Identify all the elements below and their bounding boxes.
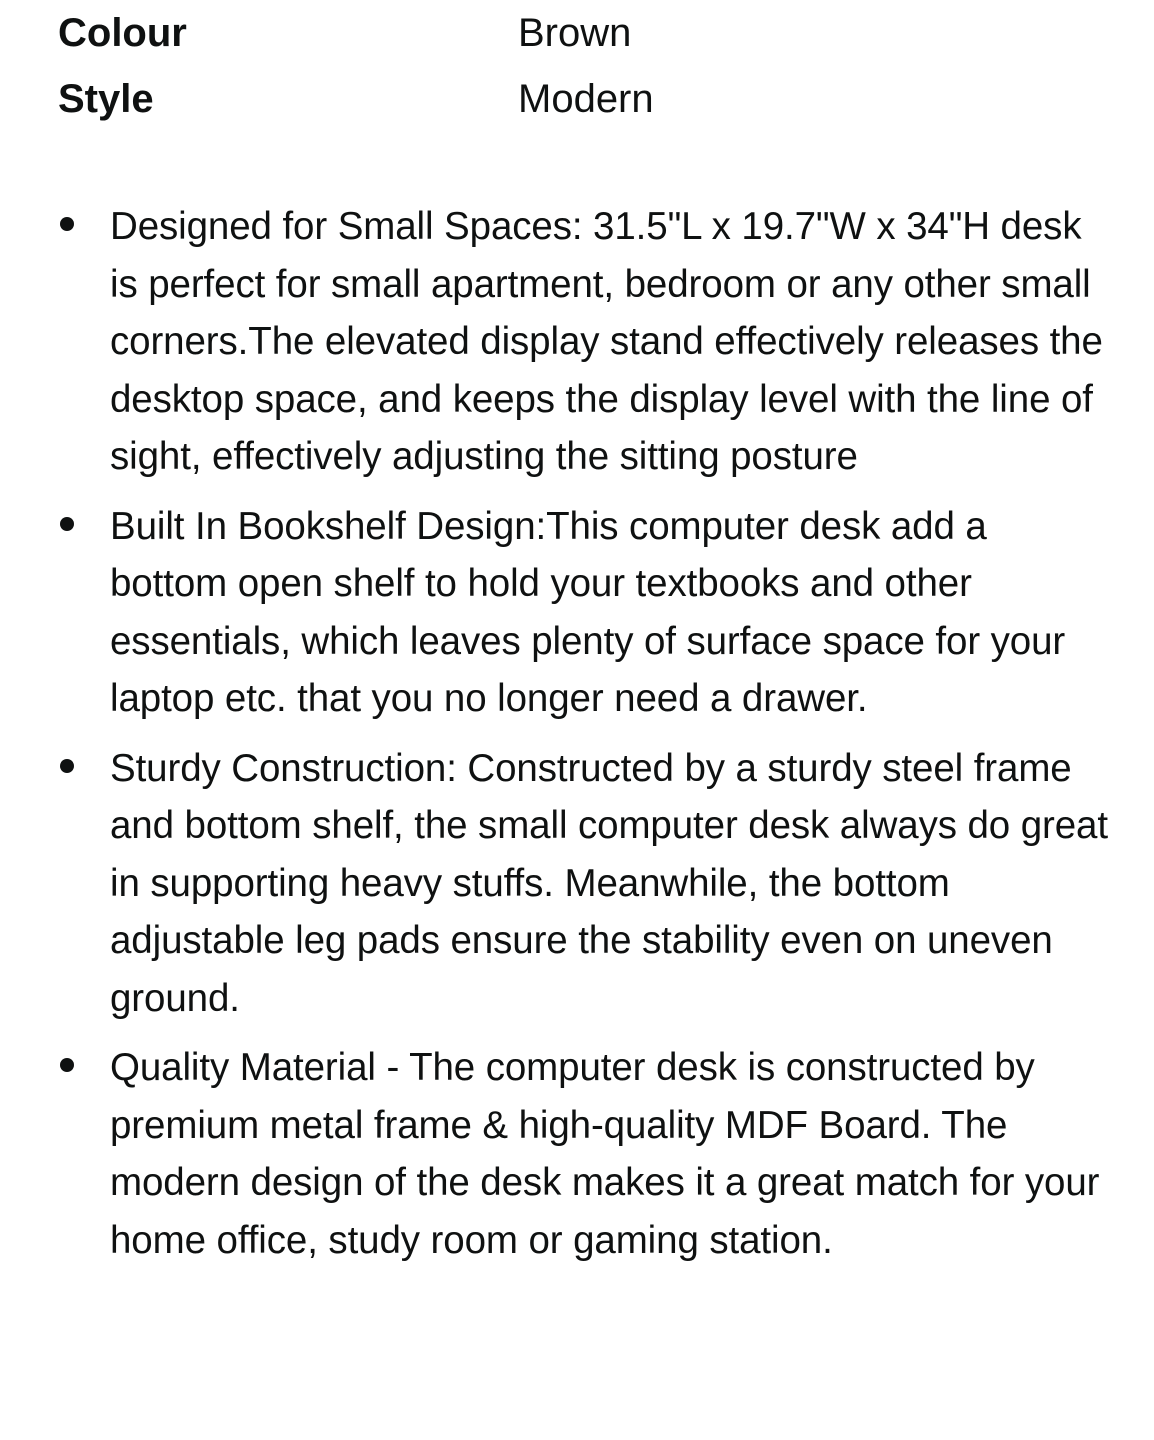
bullet-dot-icon bbox=[58, 198, 110, 256]
feature-bullet-text: Sturdy Construction: Constructed by a sturdy steel frame and bottom shelf, the small computer desk always do great in supporting heavy stuffs. Meanwhile, the bottom adjustable leg pads ensure the stability even on uneven ground. bbox=[110, 746, 1108, 1020]
spec-table bbox=[58, 0, 1114, 158]
feature-bullet bbox=[58, 198, 1114, 486]
feature-bullet bbox=[58, 740, 1114, 1028]
bullet-dot-icon bbox=[58, 740, 110, 798]
spec-row-colour bbox=[58, 0, 1114, 66]
bullet-dot-icon bbox=[58, 498, 110, 556]
feature-bullet-text: Designed for Small Spaces: 31.5"L x 19.7"W x 34"H desk is perfect for small apartment, bedroom or any other small corners.The elevated display stand effectively releases the desktop space, and keeps the display level with the line of sight, effectively adjusting the sitting posture bbox=[110, 205, 1103, 478]
spec-value-style: Modern bbox=[518, 77, 654, 121]
spec-label-style: Style bbox=[58, 77, 154, 121]
bullet-dot-icon bbox=[58, 1039, 110, 1097]
feature-bullet bbox=[58, 1039, 1114, 1269]
spec-value-colour: Brown bbox=[518, 11, 632, 55]
feature-bullet-text: Built In Bookshelf Design:This computer desk add a bottom open shelf to hold your textbooks and other essentials, which leaves plenty of surface space for your laptop etc. that you no longer need a drawer. bbox=[110, 504, 1066, 720]
feature-bullet-list bbox=[58, 198, 1114, 1269]
feature-bullet bbox=[58, 498, 1114, 728]
feature-bullet-text: Quality Material - The computer desk is constructed by premium metal frame & high-quality MDF Board. The modern design of the desk makes it a great match for your home office, study room or gaming station. bbox=[110, 1046, 1100, 1262]
spec-label-colour: Colour bbox=[58, 11, 187, 55]
spec-row-style bbox=[58, 66, 1114, 158]
